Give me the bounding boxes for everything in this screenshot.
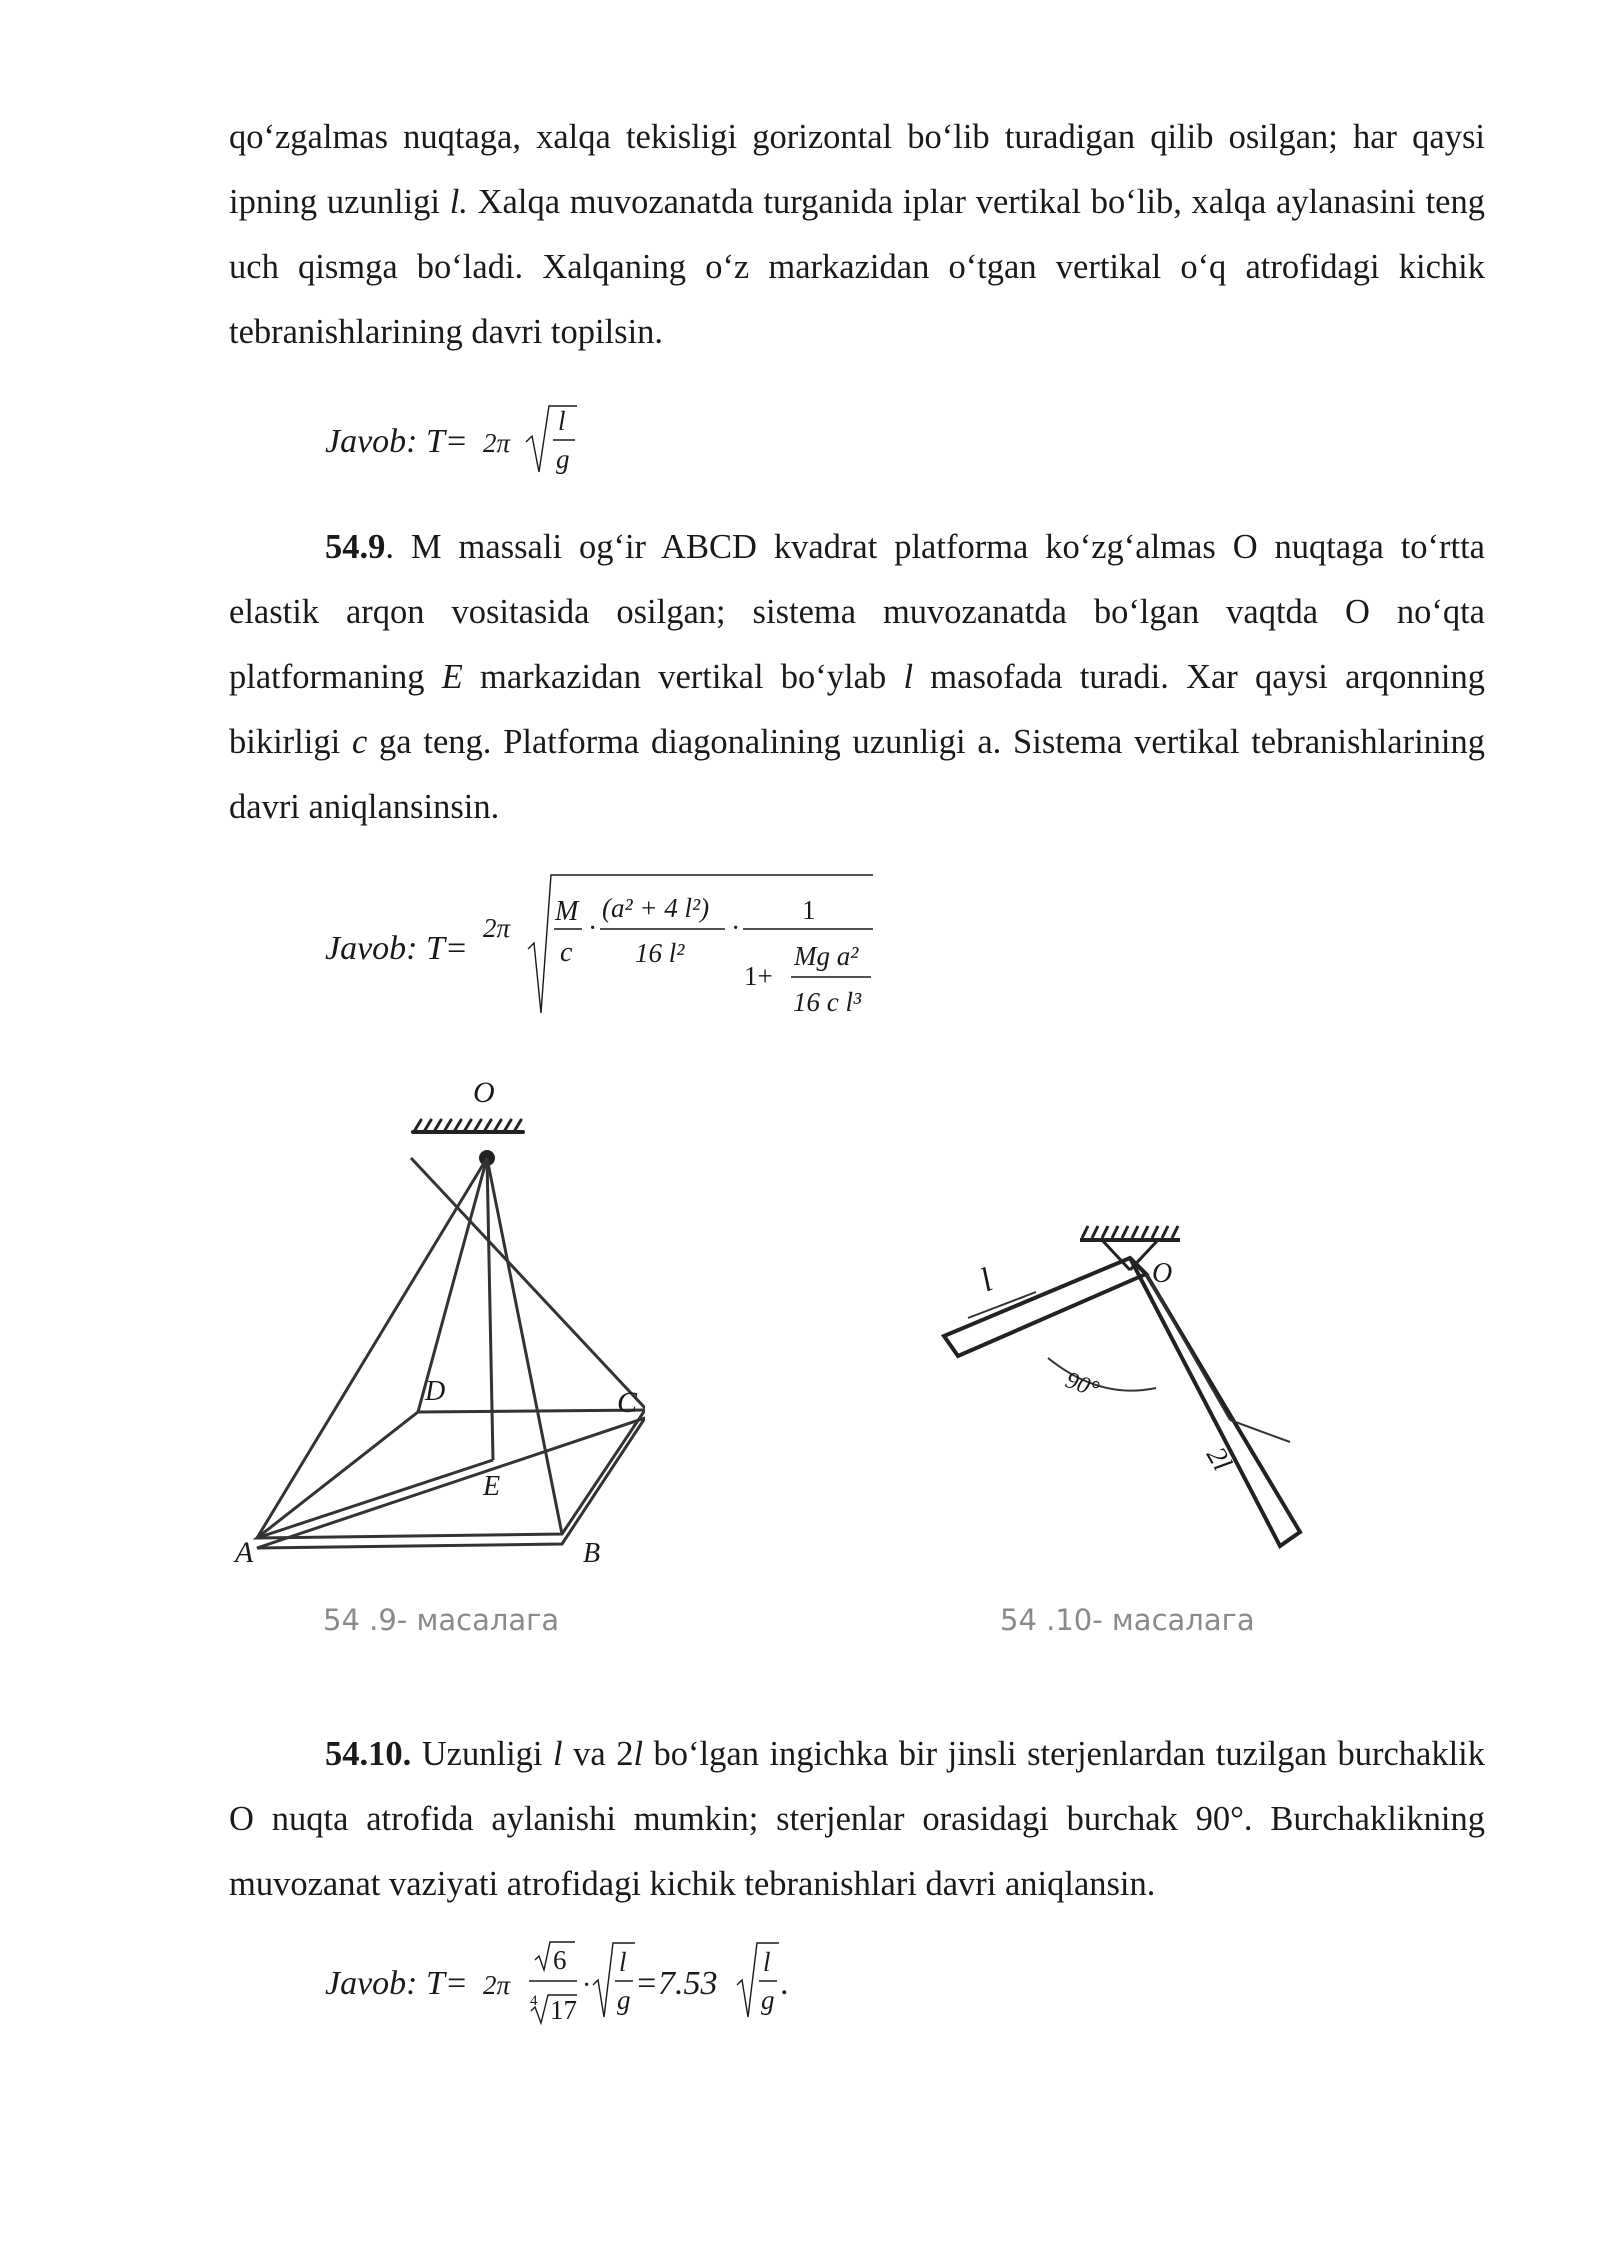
root-index: 4 (530, 1993, 538, 2009)
problem-54-10-text (229, 1722, 1485, 1917)
frac-c: c (560, 937, 573, 968)
text-segment: Uzunligi (411, 1735, 554, 1773)
label-l: l (975, 1261, 998, 1300)
period: . (780, 1965, 789, 2002)
frac-num: l (558, 406, 566, 436)
problem-54-8-text (229, 105, 1485, 365)
answer-label: Javob: T= (325, 1965, 468, 2002)
text-line: qaysi ipning uzunligi (229, 118, 1485, 221)
frac-Mga: Mg a² (794, 941, 859, 971)
one-plus: 1+ (744, 961, 773, 991)
label-B: B (583, 1538, 601, 1569)
figure-caption: 54 .9- масалага (323, 1603, 560, 1637)
frac-one: 1 (802, 895, 816, 925)
text-segment: va 2 (562, 1735, 634, 1773)
ceiling-hatch (1080, 1226, 1180, 1240)
label-C: C (617, 1386, 638, 1419)
text-var-l: l (553, 1735, 563, 1773)
frac-16cl: 16 c l³ (793, 987, 862, 1017)
two-pi: 2π (483, 1970, 511, 2000)
text-var-E: E (441, 658, 463, 696)
label-A: A (235, 1536, 254, 1569)
answer-54-8-formula (325, 400, 625, 490)
frac-den: g (556, 444, 570, 474)
text-var-c: c (351, 723, 368, 761)
answer-label: Javob: T= (325, 423, 468, 460)
cables (257, 1158, 645, 1538)
answer-label: Javob: T= (325, 930, 468, 967)
frac-num: l (619, 1947, 627, 1977)
frac-den-2: 16 l² (635, 938, 685, 968)
text-segment: ga teng. Platforma diagonalining uzunligi a. Sistema vertikal tebranishlarining davri aniqlansinsin. (229, 723, 1485, 826)
text-line: aylanasini teng uch qismga bo‘ladi. Xalqaning o‘z markazidan o‘tgan vertikal o‘q (229, 183, 1485, 286)
problem-54-9-text (229, 515, 1485, 840)
text-segment: masofada turadi. Xar qaysi arqonning bikirligi (229, 658, 1486, 761)
frac-num: l (763, 1947, 771, 1977)
label-O: O (473, 1076, 495, 1109)
answer-54-10-formula (325, 1935, 845, 2035)
label-E: E (483, 1471, 501, 1502)
text-segment: . M massali og‘ir ABCD kvadrat platforma ko‘zg‘almas O nuqtaga to‘rtta elastik arqon vositasida osilgan; sistema muvozanatda bo‘lgan vaqtda O no‘qta platformaning (229, 528, 1485, 696)
two-pi: 2π (483, 428, 511, 458)
dot: · (582, 1970, 592, 2001)
text-segment: bo‘lgan ingichka bir jinsli sterjenlardan tuzilgan burchaklik O nuqta atrofida aylanishi mumkin; sterjenlar orasidagi burchak 90°. Burchaklikning muvozanat vaziyati atrofidagi kichik tebranishlari davri aniqlansin. (229, 1735, 1485, 1903)
text-var-l: l. (449, 183, 468, 221)
label-2l: 2l (1199, 1442, 1238, 1477)
label-angle: 90° (1061, 1367, 1103, 1404)
answer-54-9 (325, 865, 905, 1025)
label-O: O (1152, 1258, 1173, 1289)
ceiling-hatch (413, 1120, 523, 1132)
platform (257, 1410, 645, 1548)
figure-54-10 (930, 1210, 1330, 1660)
label-D: D (425, 1376, 446, 1407)
dimension-2l (1146, 1274, 1230, 1420)
frac-M: M (555, 896, 579, 927)
dot: · (731, 913, 741, 944)
sqrt6: 6 (553, 1945, 567, 1975)
radicand-17: 17 (550, 1995, 577, 2025)
rods (944, 1258, 1300, 1546)
text-var-l: l (903, 658, 914, 696)
frac-den: g (617, 1985, 631, 2015)
two-pi: 2π (483, 913, 511, 943)
answer-54-8 (325, 400, 625, 490)
figure-54-9 (225, 1060, 645, 1660)
text-line: qo‘zgalmas nuqtaga, xalqa tekisligi gorizontal bo‘lib turadigan qilib osilgan; har (229, 118, 1398, 156)
problem-number: 54.10. (325, 1735, 412, 1773)
equals-value: =7.53 (635, 1965, 718, 2002)
text-segment: markazidan vertikal bo‘ylab (462, 658, 904, 696)
dimension-l (968, 1292, 1036, 1318)
answer-54-9-formula (325, 865, 905, 1025)
answer-54-10 (325, 1935, 845, 2035)
text-var-l: l (633, 1735, 644, 1773)
dot: · (588, 913, 598, 944)
text-line: atrofidagi kichik tebranishlarining davri topilsin. (229, 248, 1485, 351)
frac-den: g (761, 1985, 775, 2015)
problem-number: 54.9 (325, 528, 386, 566)
figure-caption: 54 .10- масалага (1000, 1603, 1255, 1637)
frac-num-2: (a² + 4 l²) (602, 893, 710, 923)
text-line: Xalqa muvozanatda turganida iplar vertikal bo‘lib, xalqa (467, 183, 1267, 221)
